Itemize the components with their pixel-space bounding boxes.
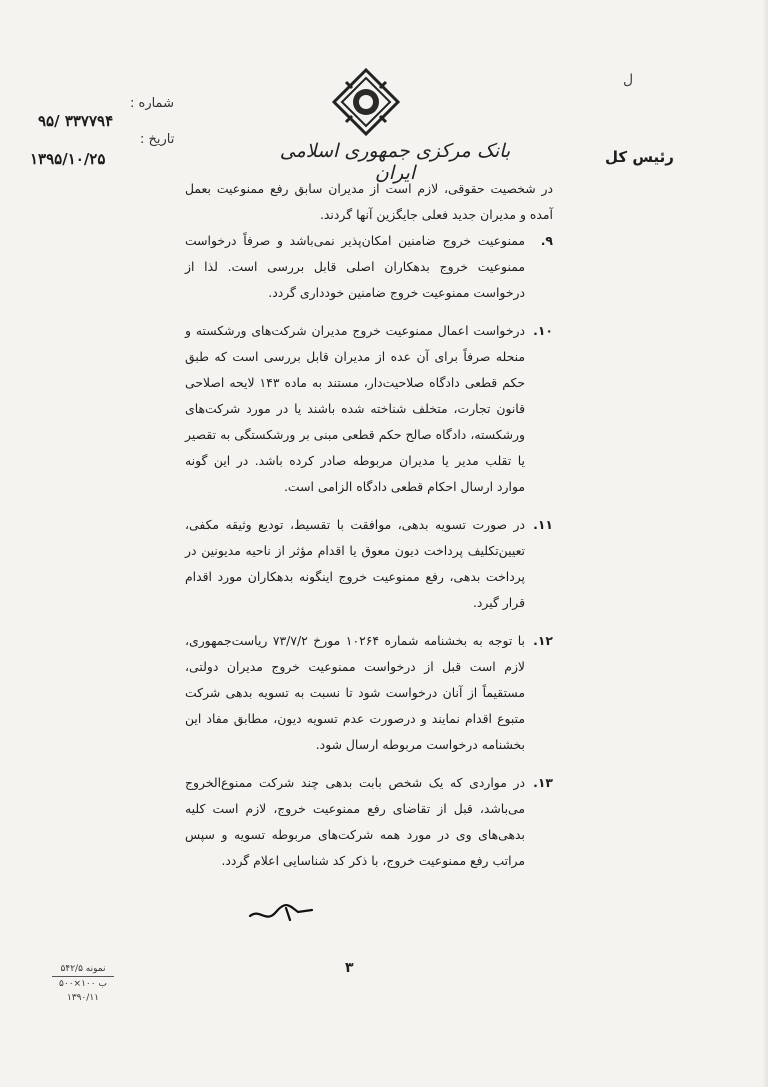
date-label: تاریخ : bbox=[140, 132, 175, 147]
item-text: در مواردی که یک شخص بابت بدهی چند شرکت ممنوع‌الخروج می‌باشد، قبل از تقاضای رفع ممنوعیت خروج، لازم است کلیه بدهی‌های وی در مورد همه شرکت‌های مربوطه تسویه و سپس مراتب رفع ممنوعیت خروج، با ذکر کد شناسایی اعلام گردد. bbox=[185, 775, 525, 868]
item-text: ممنوعیت خروج ضامنین امکان‌پذیر نمی‌باشد و صرفاً درخواست ممنوعیت خروج بدهکاران اصلی قابل بررسی است. لذا از درخواست ممنوعیت خروج ضامنین خودداری گردد. bbox=[185, 233, 525, 300]
intro-continuation: در شخصیت حقوقی، لازم است از مدیران سابق رفع ممنوعیت بعمل آمده و مدیران جدید فعلی جایگزین آنها گردند. bbox=[185, 181, 553, 222]
form-code-line: ۱۳۹۰/۱۱ bbox=[66, 993, 100, 1003]
letter-number: ۹۵/ ۳۳۷۷۹۴ bbox=[38, 112, 114, 130]
form-code-line: ۵۰۰×۱۰۰ ب bbox=[59, 979, 107, 989]
item-text: در صورت تسویه بدهی، موافقت با تقسیط، تودیع وثیقه مکفی، تعیین‌تکلیف پرداخت دیون معوق یا اقدام مؤثر از ناحیه مدیونین در پرداخت بدهی، رفع ممنوعیت خروج اینگونه بدهکاران مورد اقدام قرار گیرد. bbox=[185, 517, 525, 610]
bank-name: بانک مرکزی جمهوری اسلامی ایران bbox=[279, 140, 511, 184]
list-item bbox=[185, 628, 553, 758]
letter-body bbox=[185, 176, 553, 886]
item-text: درخواست اعمال ممنوعیت خروج مدیران شرکت‌های ورشکسته و منحله صرفاً برای آن عده از مدیران قابل بررسی است که طبق حکم قطعی دادگاه صلاحیت‌دار، مستند به ماده ۱۴۳ لایحه اصلاحی قانون تجارت، متخلف شناخته شده باشند یا در مورد شرکت‌های ورشکسته، دادگاه صالح حکم قطعی مبنی بر ورشکستگی به تقصیر یا تقلب مدیر یا مدیران مربوطه صادر کرده باشد. در این گونه موارد ارسال احکام قطعی دادگاه الزامی است. bbox=[185, 323, 525, 494]
number-label: شماره : bbox=[130, 96, 174, 111]
list-item bbox=[185, 770, 553, 874]
page-number: ۳ bbox=[345, 960, 354, 976]
item-text: با توجه به بخشنامه شماره ۱۰۲۶۴ مورخ ۷۳/۷/۲ ریاست‌جمهوری، لازم است قبل از درخواست ممنوعیت خروج مدیران دولتی، مستقیماً از آنان درخواست شود تا نسبت به تسویه بدهی شرکت متبوع اقدام نمایند و درصورت عدم تسویه دیون، مطابق مفاد این بخشنامه درخواست مربوطه ارسال شود. bbox=[185, 633, 525, 752]
item-number: ۱۲. bbox=[533, 633, 553, 648]
recipient: رئیس کل bbox=[605, 148, 674, 166]
scan-edge bbox=[762, 0, 768, 1087]
form-code-line: نمونه ۵۴۲/۵ bbox=[52, 962, 114, 977]
item-number: ۱۱. bbox=[533, 517, 553, 532]
list-item bbox=[185, 318, 553, 500]
list-item bbox=[185, 512, 553, 616]
corner-mark: ل bbox=[623, 72, 634, 88]
letter-date: ۱۳۹۵/۱۰/۲۵ bbox=[30, 150, 106, 168]
bank-emblem-logo bbox=[330, 68, 402, 136]
item-number: ۹. bbox=[540, 233, 553, 248]
item-number: ۱۰. bbox=[533, 323, 553, 338]
form-code bbox=[52, 962, 114, 1005]
item-number: ۱۳. bbox=[533, 775, 553, 790]
signature bbox=[246, 898, 316, 928]
list-item bbox=[185, 228, 553, 306]
